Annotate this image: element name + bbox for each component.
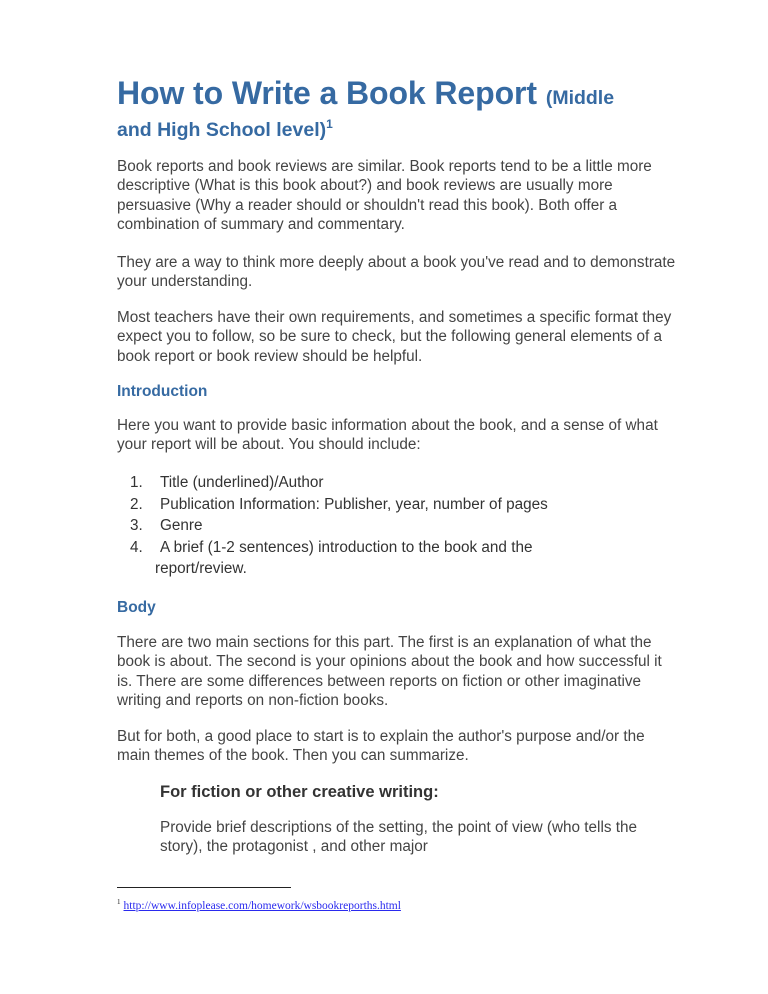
title-sub: (Middle [545, 87, 615, 109]
introduction-text: Here you want to provide basic information about the book, and a sense of what your report will be about. You should include: [117, 417, 658, 454]
list-item [130, 494, 670, 516]
title-line2-text: and High School level) [117, 119, 327, 141]
footnote-separator [117, 887, 291, 888]
introduction-list [130, 472, 670, 580]
list-number: 3. [130, 517, 143, 534]
list-item [130, 515, 670, 537]
list-number: 1. [130, 474, 143, 491]
title-footnote-ref[interactable]: 1 [326, 117, 333, 131]
list-item [130, 537, 670, 580]
intro-paragraph-1: Book reports and book reviews are similar. Book reports tend to be a little more descriptive (What is this book about?) and book reviews are usually more persuasive (Why a reader should or shouldn't read this book). Both offer a combination of summary and commentary. [117, 158, 652, 233]
list-text: Title (underlined)/Author [160, 474, 324, 491]
footnote-link[interactable]: http://www.infoplease.com/homework/wsbookreporths.html [123, 900, 401, 912]
footnote-number: 1 [117, 898, 121, 906]
body-text-1: There are two main sections for this part. The first is an explanation of what the book is about. The second is your opinions about the book and how successful it is. There are some differences between reports on fiction or other imaginative writing and reports on non-fiction books. [117, 634, 662, 709]
footnote [117, 898, 401, 912]
fiction-heading: For fiction or other creative writing: [160, 783, 439, 801]
title-main: How to Write a Book Report [117, 75, 537, 111]
fiction-text: Provide brief descriptions of the setting, the point of view (who tells the story), the protagonist , and other major [160, 819, 638, 856]
introduction-heading: Introduction [117, 383, 208, 400]
list-item [130, 472, 670, 494]
body-heading: Body [117, 599, 156, 616]
title-line2 [117, 110, 677, 144]
intro-paragraph-2: They are a way to think more deeply about a book you've read and to demonstrate your understanding. [117, 254, 676, 291]
body-text-2: But for both, a good place to start is to explain the author's purpose and/or the main themes of the book. Then you can summarize. [117, 728, 645, 765]
list-number: 2. [130, 495, 143, 513]
intro-paragraph-3: Most teachers have their own requirements, and sometimes a specific format they expect you to follow, so be sure to check, but the following general elements of a book report or book review should be helpful. [117, 309, 672, 365]
list-text: Genre [160, 517, 203, 534]
list-text-wrap: report/review. [155, 560, 247, 577]
list-text: A brief (1-2 sentences) introduction to the book and the [160, 538, 533, 556]
list-text: Publication Information: Publisher, year, number of pages [160, 495, 548, 513]
list-number: 4. [130, 538, 143, 556]
document-title [117, 74, 677, 144]
